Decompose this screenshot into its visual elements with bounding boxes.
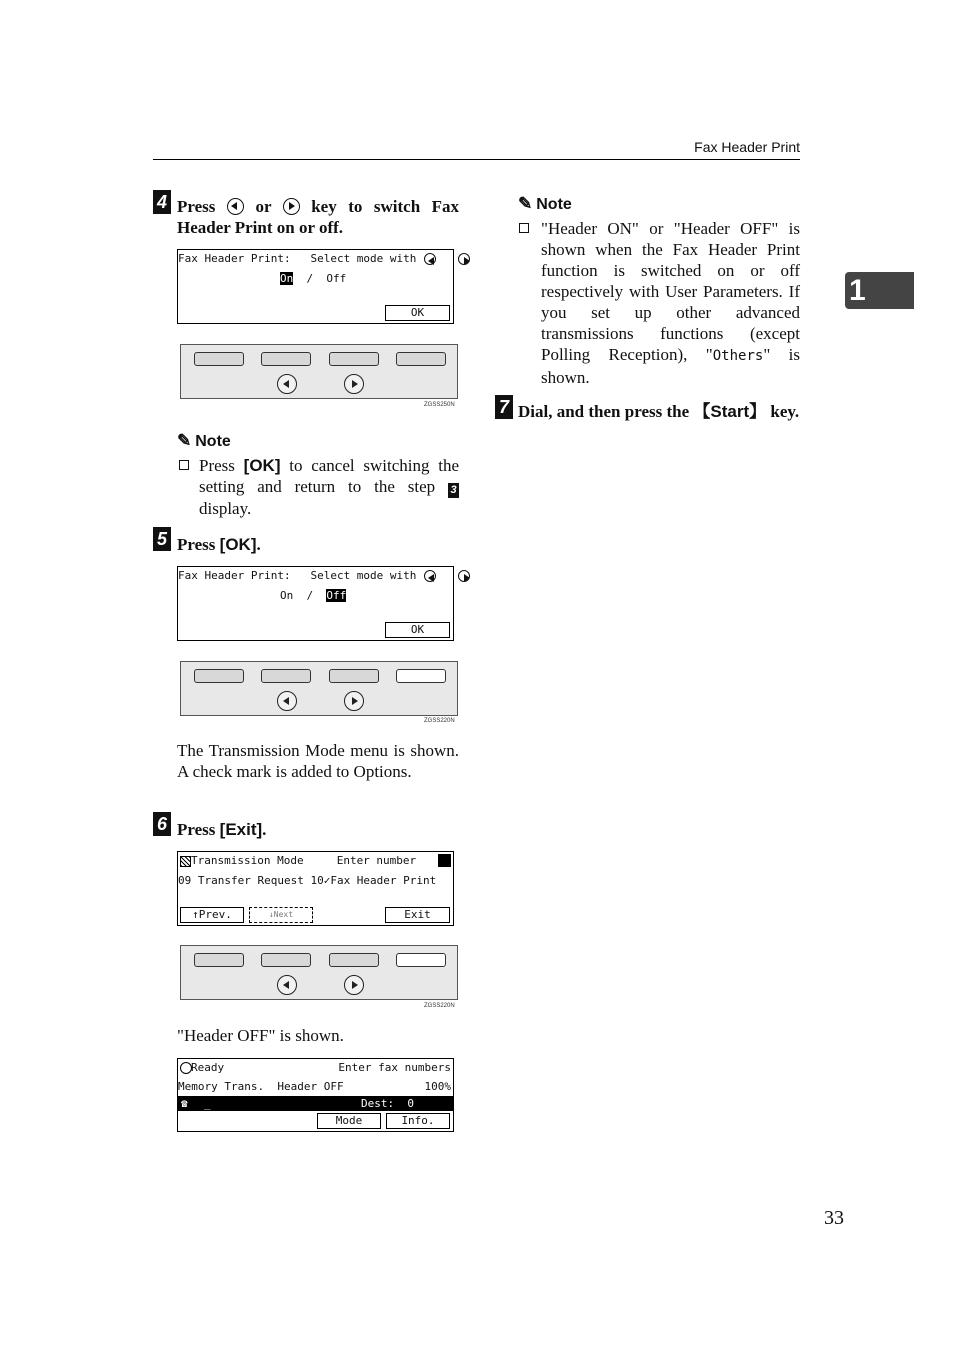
step-instruction (177, 196, 459, 238)
standby-lcd-display (177, 1058, 454, 1132)
step-number: 5 (153, 527, 171, 551)
phone-icon: ☎ (181, 1097, 188, 1110)
left-arrow-key-icon (277, 975, 297, 995)
selection-key (261, 953, 311, 967)
selection-key (329, 352, 379, 366)
selection-key (329, 953, 379, 967)
step-text: Press (177, 535, 216, 554)
header-rule (153, 159, 800, 160)
next-softkey-label-dimmed (249, 907, 313, 923)
lcd-title-line: Fax Header Print: Select mode with (178, 569, 417, 582)
left-arrow-key-icon (277, 374, 297, 394)
menu-icon (180, 856, 191, 867)
right-arrow-key-icon (344, 691, 364, 711)
chapter-tab: 1 (845, 272, 914, 309)
down-arrow-icon: ↓ (268, 910, 274, 919)
lcd-display (177, 566, 454, 641)
body-paragraph: The Transmission Mode menu is shown. A check mark is added to Options. (177, 741, 459, 781)
lcd-display (177, 249, 454, 324)
selection-key (261, 352, 311, 366)
option-on-selected: On (280, 272, 294, 285)
note-text: to cancel switching the setting and return to the step (199, 456, 459, 496)
figure-code: ZGSS250N (424, 402, 455, 408)
step-ref-icon: 3 (448, 483, 459, 498)
prev-label: Prev. (198, 908, 232, 921)
next-label: Next (273, 910, 294, 919)
step-text: key to switch Fax Header Print on or off. (177, 197, 460, 237)
mode-softkey-label: Mode (317, 1113, 381, 1129)
control-panel (180, 344, 458, 399)
lcd-option-line (280, 589, 346, 602)
status-line: Memory Trans. Header OFF (178, 1080, 344, 1093)
step-number: 4 (153, 190, 171, 214)
step-number: 6 (153, 812, 171, 836)
selection-key (194, 953, 244, 967)
dial-cursor: _ (204, 1097, 211, 1110)
prev-softkey-label (180, 907, 244, 923)
exit-key-ref: [Exit] (219, 820, 263, 839)
step-text: Dial, and then press the (518, 402, 690, 421)
option-off-selected: Off (326, 589, 347, 602)
right-arrow-key-icon (344, 975, 364, 995)
up-arrow-icon: ↑ (192, 908, 199, 921)
option-on: On (280, 589, 294, 602)
prompt-label: Enter fax numbers (338, 1061, 451, 1074)
running-header: Fax Header Print (694, 139, 800, 155)
selection-key (194, 669, 244, 683)
right-arrow-icon (458, 253, 470, 265)
option-off: Off (326, 272, 347, 285)
note-text: "Header ON" or "Header OFF" is shown when the Fax Header Print function is switched on or off respectively with User Parameters. If you set up other advanced transmissions functions (except Polling Reception), " (541, 219, 800, 364)
note-item (199, 455, 459, 519)
ok-softkey-label: OK (385, 622, 450, 638)
lcd-option-line (280, 272, 346, 285)
note-title: Note (536, 196, 572, 213)
lcd-display (177, 851, 454, 926)
pencil-icon: ✎ (177, 431, 192, 450)
body-paragraph: "Header OFF" is shown. (177, 1026, 344, 1045)
lcd-title-line: Fax Header Print: Select mode with (178, 252, 417, 265)
left-arrow-icon (424, 570, 436, 582)
figure-code: ZGSS220N (424, 718, 455, 724)
ok-key-ref: [OK] (243, 456, 281, 475)
pencil-icon: ✎ (518, 194, 533, 213)
left-arrow-key-icon (277, 691, 297, 711)
selection-key (396, 352, 446, 366)
note-text: display. (199, 499, 252, 518)
step-instruction (518, 401, 800, 422)
start-key-ref: 【Start】 (693, 402, 767, 421)
selection-key (396, 953, 446, 967)
page-number: 33 (824, 1207, 844, 1229)
note-heading (518, 194, 572, 214)
selection-key (329, 669, 379, 683)
step-text: . (262, 820, 267, 839)
right-arrow-key-icon (283, 198, 300, 215)
others-label: Others (712, 348, 764, 364)
option-separator: / (306, 272, 314, 285)
ok-key-ref: [OK] (219, 535, 257, 554)
note-text: Press (199, 456, 235, 475)
left-arrow-key-icon (227, 198, 244, 215)
destination-count: Dest: 0 (361, 1097, 414, 1110)
info-softkey-label: Info. (386, 1113, 450, 1129)
destination-bar (178, 1096, 453, 1111)
option-separator: / (306, 589, 314, 602)
note-item (541, 218, 800, 388)
right-arrow-icon (458, 570, 470, 582)
selection-key (261, 669, 311, 683)
left-arrow-icon (424, 253, 436, 265)
checkbox-bullet-icon (179, 460, 189, 470)
figure-code: ZGSS220N (424, 1003, 455, 1009)
right-arrow-key-icon (344, 374, 364, 394)
step-text: Press (177, 820, 216, 839)
step-text: or (255, 197, 272, 216)
control-panel (180, 945, 458, 1000)
exit-softkey-label: Exit (385, 907, 450, 923)
checkbox-bullet-icon (519, 223, 529, 233)
step-instruction (177, 819, 266, 840)
memory-percent: 100% (424, 1080, 451, 1093)
step-text: key. (770, 402, 800, 421)
cursor-block-icon (438, 854, 451, 867)
note-text: " is shown. (541, 345, 801, 387)
control-panel (180, 661, 458, 716)
step-instruction (177, 534, 261, 555)
step-text: Press (177, 197, 216, 216)
selection-key (194, 352, 244, 366)
ok-softkey-label: OK (385, 305, 450, 321)
lcd-menu-line: 09 Transfer Request 10✓Fax Header Print (178, 874, 437, 887)
note-title: Note (195, 433, 231, 450)
step-text: . (256, 535, 261, 554)
note-heading (177, 431, 231, 451)
ready-label: Ready (191, 1061, 225, 1074)
step-number: 7 (495, 395, 513, 419)
lcd-title-line: Transmission Mode Enter number (191, 854, 417, 867)
selection-key (396, 669, 446, 683)
